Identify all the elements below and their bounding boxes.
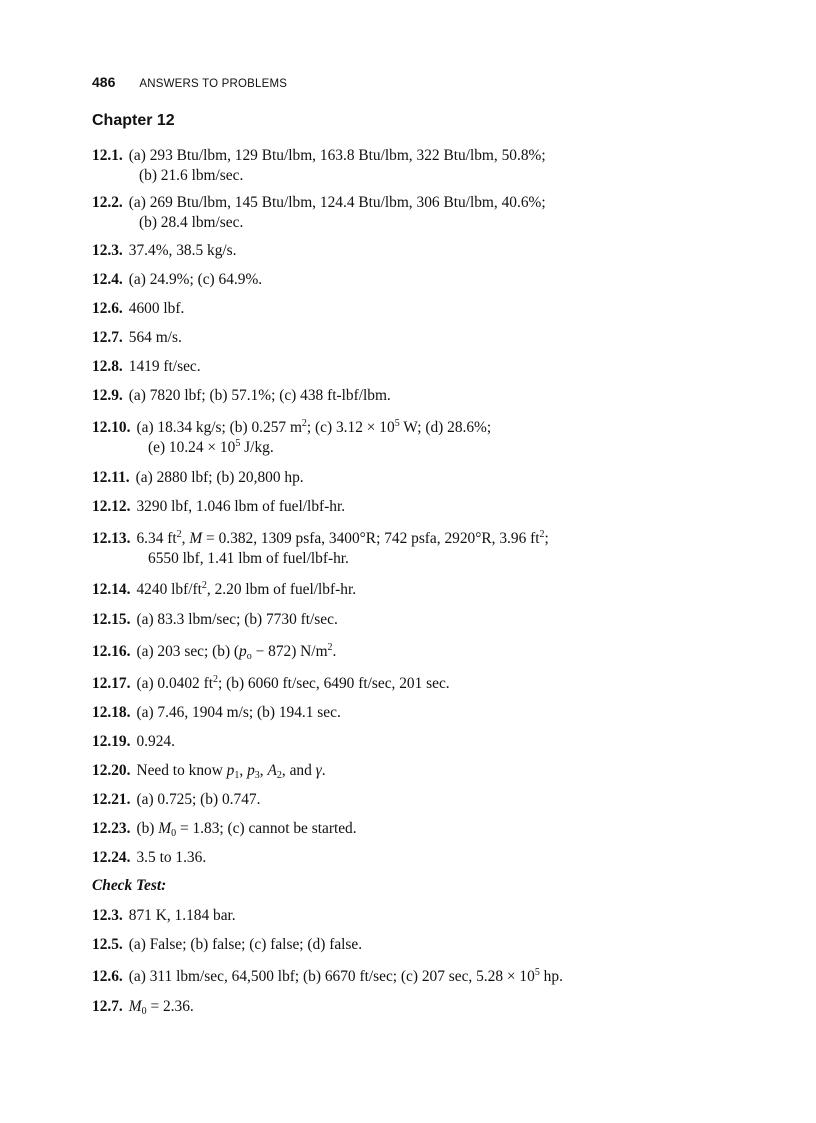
answer-text: (a) 311 lbm/sec, 64,500 lbf; (b) 6670 ft/sec; (c) 207 sec, 5.28 × 10 [128,968,535,985]
answer-item [92,848,732,868]
answer-text: (a) 7.46, 1904 m/s; (b) 194.1 sec. [136,704,341,721]
answer-text: 4240 lbf/ft [136,581,202,598]
math-symbol: p [247,762,255,779]
exponent: 2 [327,642,333,653]
answer-text-continued: (b) 21.6 lbm/sec. [139,167,244,184]
answer-text: 871 K, 1.184 bar. [128,907,236,924]
answer-text: 3290 lbf, 1.046 lbm of fuel/lbf-hr. [136,498,346,515]
exponent: 2 [301,418,307,429]
math-symbol: M [158,820,172,837]
answer-text: J/kg. [240,439,274,456]
answer-text: − 872) N/m [251,643,328,660]
answer-number: 12.23. [92,820,131,837]
answer-item [92,386,732,406]
answer-text: (a) 0.725; (b) 0.747. [136,791,261,808]
answer-item [92,642,732,662]
answer-item [92,819,732,839]
answer-text-continued [92,438,732,458]
subscript: 0 [141,1006,147,1017]
answer-text: , [181,530,190,547]
answer-text: , [239,762,248,779]
check-test-item [92,997,732,1017]
answer-item [92,610,732,630]
answer-text: Need to know [136,762,227,779]
subscript: 3 [254,770,260,781]
subscript: o [246,651,252,662]
answer-text: (e) 10.24 × 10 [148,439,236,456]
math-symbol: p [239,643,247,660]
answer-text-continued: 6550 lbf, 1.41 lbm of fuel/lbf-hr. [148,550,349,567]
answer-item [92,674,732,694]
answer-item [92,497,732,517]
answer-text: 1419 ft/sec. [128,358,201,375]
answer-text: = 0.382, 1309 psfa, 3400°R; 742 psfa, 2920°R, 3.96 ft [202,530,540,547]
answer-number: 12.6. [92,968,123,985]
exponent: 2 [213,674,218,685]
answer-text: ; (b) 6060 ft/sec, 6490 ft/sec, 201 sec. [218,675,450,692]
answer-text: (a) 18.34 kg/s; (b) 0.257 m [136,419,302,436]
answer-number: 12.10. [92,419,131,436]
answer-number: 12.15. [92,611,131,628]
subscript: 0 [171,828,177,839]
answer-text: 4600 lbf. [128,300,185,317]
check-test-heading: Check Test: [92,877,167,894]
answer-text: , 2.20 lbm of fuel/lbf-hr. [206,581,357,598]
answer-number: 12.21. [92,791,131,808]
answer-number: 12.14. [92,581,131,598]
math-symbol: M [128,998,142,1015]
answer-number: 12.7. [92,998,123,1015]
answer-number: 12.4. [92,271,123,288]
check-test-item [92,906,732,926]
exponent: 5 [394,418,400,429]
answer-item [92,299,732,319]
answer-item [92,468,732,488]
answer-number: 12.18. [92,704,131,721]
answer-number: 12.9. [92,387,123,404]
answer-text: (a) 24.9%; (c) 64.9%. [128,271,263,288]
answer-text: (a) 83.3 lbm/sec; (b) 7730 ft/sec. [136,611,338,628]
answer-text: W; (d) 28.6%; [399,419,492,436]
answer-item [92,328,732,348]
exponent: 5 [534,967,540,978]
answer-number: 12.2. [92,194,123,211]
answer-text: hp. [539,968,563,985]
math-symbol: A [267,762,277,779]
answer-text: 564 m/s. [128,329,182,346]
answer-number: 12.8. [92,358,123,375]
answer-text: (a) 293 Btu/lbm, 129 Btu/lbm, 163.8 Btu/lbm, 322 Btu/lbm, 50.8%; [128,147,546,164]
answer-text-continued: (b) 28.4 lbm/sec. [139,214,244,231]
answer-number: 12.7. [92,329,123,346]
answer-number: 12.1. [92,147,123,164]
page-number: 486 [92,74,116,90]
answer-text: (a) False; (b) false; (c) false; (d) false. [128,936,363,953]
answer-text: 6.34 ft [136,530,177,547]
answer-text: = 1.83; (c) cannot be started. [176,820,357,837]
answer-number: 12.24. [92,849,131,866]
answer-text: 0.924. [136,733,175,750]
answer-number: 12.5. [92,936,123,953]
answer-item [92,580,732,600]
answer-item [92,241,732,261]
chapter-title: Chapter 12 [92,112,175,129]
answer-item [92,703,732,723]
running-head [92,74,287,92]
exponent: 5 [235,438,241,449]
answer-text: , [259,762,268,779]
exponent: 2 [176,529,182,540]
answer-text: (a) 203 sec; (b) ( [136,643,240,660]
answer-text: (a) 0.0402 ft [136,675,213,692]
answer-item [92,418,732,458]
answer-text: 3.5 to 1.36. [136,849,207,866]
exponent: 2 [201,580,207,591]
answer-text: ; (c) 3.12 × 10 [306,419,395,436]
exponent: 2 [539,529,545,540]
answer-number: 12.3. [92,907,123,924]
math-symbol: p [226,762,235,779]
answer-item [92,193,732,233]
answer-number: 12.17. [92,675,131,692]
subscript: 2 [276,770,282,781]
math-symbol: M [189,530,203,547]
answer-text: ; [544,530,549,547]
answer-number: 12.19. [92,733,131,750]
answer-number: 12.20. [92,762,131,779]
answer-number: 12.11. [92,469,130,486]
answer-number: 12.12. [92,498,131,515]
answer-item [92,761,732,781]
answer-item [92,790,732,810]
answer-number: 12.13. [92,530,131,547]
answer-number: 12.16. [92,643,131,660]
answer-number: 12.3. [92,242,123,259]
check-test-item [92,967,732,987]
answer-text: . [332,643,337,660]
answer-item [92,270,732,290]
running-title: ANSWERS TO PROBLEMS [139,78,288,90]
math-symbol: γ [315,762,322,779]
answer-text: (b) [136,820,159,837]
answer-item [92,732,732,752]
answer-text: (a) 269 Btu/lbm, 145 Btu/lbm, 124.4 Btu/lbm, 306 Btu/lbm, 40.6%; [128,194,546,211]
answer-item [92,146,732,186]
answer-text: . [321,762,326,779]
answer-text: 37.4%, 38.5 kg/s. [128,242,237,259]
answer-text: (a) 7820 lbf; (b) 57.1%; (c) 438 ft-lbf/lbm. [128,387,391,404]
answer-text: = 2.36. [146,998,194,1015]
answer-item [92,357,732,377]
answer-item [92,529,732,569]
subscript: 1 [234,770,240,781]
answer-text: (a) 2880 lbf; (b) 20,800 hp. [135,469,304,486]
answer-text: , and [281,762,316,779]
check-test-item [92,935,732,955]
answer-number: 12.6. [92,300,123,317]
